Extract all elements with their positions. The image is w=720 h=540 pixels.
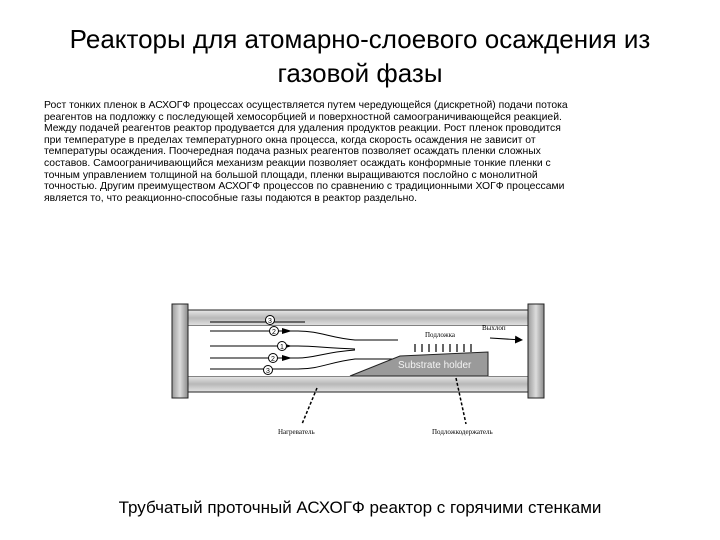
svg-text:3: 3 bbox=[266, 368, 270, 375]
substrate-label: Подложка bbox=[425, 331, 455, 339]
inlet-marker bbox=[264, 366, 273, 376]
exhaust-label: Выхлоп bbox=[482, 324, 506, 332]
body-line: является то, что реакционно-способные газы подаются в реактор раздельно. bbox=[44, 192, 418, 204]
body-line: составов. Самоограничивающийся механизм реакции позволяет осаждать конформные тонкие пленки с bbox=[44, 157, 551, 169]
right-end-cap bbox=[528, 304, 544, 398]
substrate-holder-label: Substrate holder bbox=[398, 360, 472, 371]
tube-wall-top bbox=[184, 310, 532, 326]
body-line: Между подачей реагентов реактор продувается для удаления продуктов реакции. Рост пленок проводится bbox=[44, 123, 561, 135]
body-paragraph bbox=[44, 100, 684, 204]
heater-leader bbox=[302, 388, 317, 424]
body-line: реагентов на подложку с последующей хемосорбцией и поверхностной самоограничивающейся реакцией. bbox=[44, 111, 562, 123]
left-end-cap bbox=[172, 304, 188, 398]
slide-title bbox=[30, 22, 690, 90]
svg-text:3: 3 bbox=[268, 318, 272, 325]
holder-label: Подложкодержатель bbox=[432, 428, 493, 436]
body-line: при температуре в пределах температурного окна процесса, когда скорость осаждения не зависит от bbox=[44, 134, 536, 146]
inlet-marker bbox=[269, 354, 278, 364]
tube-wall-bottom bbox=[184, 376, 532, 392]
heater-label: Нагреватель bbox=[278, 428, 315, 436]
svg-text:1: 1 bbox=[280, 344, 284, 351]
body-line: температуры осаждения. Поочередная подача разных реагентов позволяет осаждать пленки сложных bbox=[44, 146, 541, 158]
inlet-marker bbox=[270, 327, 279, 337]
body-line: точным управлением толщиной на большой площади, пленки выращиваются послойно с монолитной bbox=[44, 169, 538, 181]
diagram-caption: Трубчатый проточный АСХОГФ реактор с горячими стенками bbox=[118, 498, 602, 517]
inlet-marker bbox=[278, 342, 287, 352]
reactor-diagram bbox=[170, 300, 560, 440]
title-line-2: газовой фазы bbox=[277, 58, 443, 88]
svg-text:2: 2 bbox=[272, 329, 276, 336]
title-line-1: Реакторы для атомарно-слоевого осаждения из bbox=[69, 24, 651, 54]
body-line: Рост тонких пленок в АСХОГФ процессах осуществляется путем чередующейся (дискретной) подачи потока bbox=[44, 100, 568, 111]
svg-text:2: 2 bbox=[271, 356, 275, 363]
inlet-marker bbox=[266, 316, 275, 326]
body-line: точностью. Другим преимуществом АСХОГФ процессов по сравнению с традиционными ХОГФ процессами bbox=[44, 181, 565, 193]
